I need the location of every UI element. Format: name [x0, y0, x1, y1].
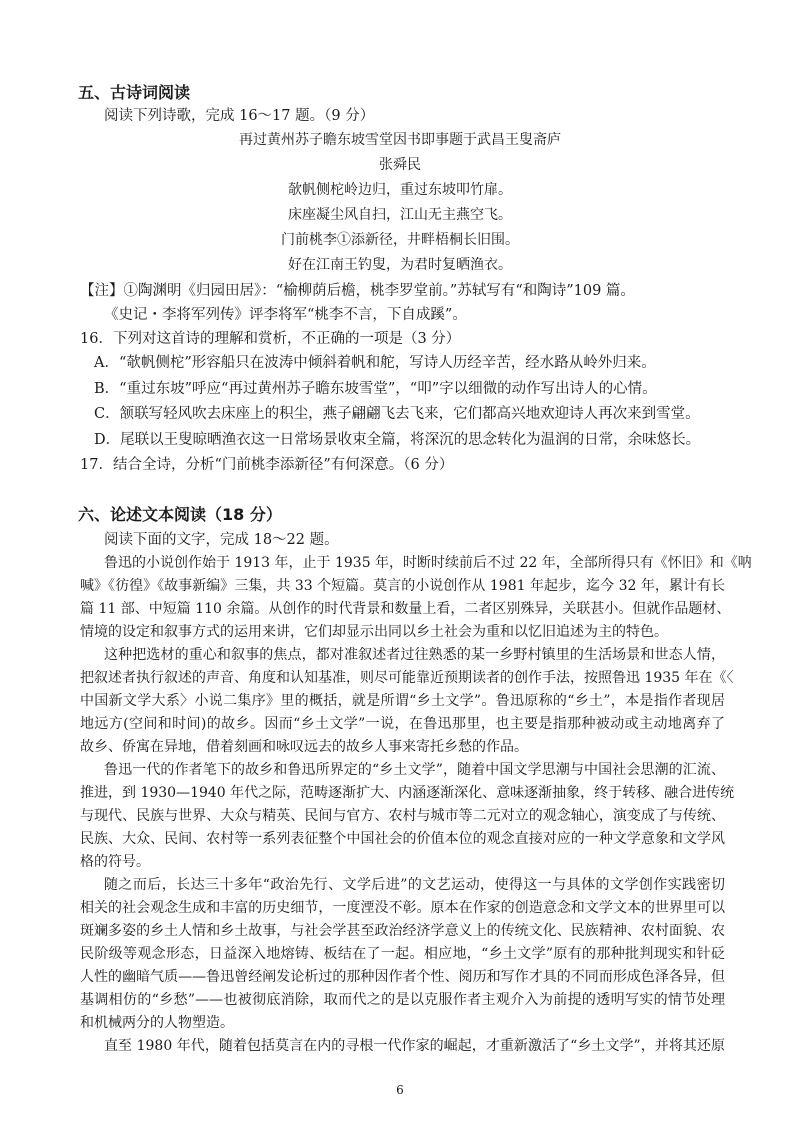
poem-note: 【注】①陶渊明《归园田居》：“榆柳荫后檐，桃李罗堂前。”苏轼写有“和陶诗”109 篇。	[80, 283, 635, 299]
passage-line: 民阶级等观念形态，日益深入地熔铸、板结在了一起。相应地，“乡土文学”原有的那种批判现实和针砭	[80, 946, 725, 962]
passage-line: 基调相仿的“乡愁”——也被彻底消除，取而代之的是以克服作者主观介入为前提的透明写实的情节处理	[80, 992, 725, 1008]
page-number: 6	[396, 1083, 404, 1097]
question-16-option: B．“重过东坡”呼应“再过黄州苏子瞻东坡雪堂”，“叩”字以细微的动作写出诗人的心情。	[94, 381, 657, 397]
section5-heading: 五、古诗词阅读	[78, 83, 191, 102]
poem-line: 门前桃李①添新径，井畔梧桐长旧围。	[281, 232, 519, 248]
section6-heading: 六、论述文本阅读（18 分）	[78, 505, 282, 524]
passage-line: 鲁迅的小说创作始于 1913 年，止于 1935 年，时断时续前后不过 22 年，全部所得只有《怀旧》和《呐	[104, 555, 752, 571]
poem-line: 好在江南王钓叟，为君时复晒渔衣。	[288, 257, 512, 273]
question-16-option: A．“欹帆侧柁”形容船只在波涛中倾斜着帆和舵，写诗人历经辛苦，经水路从岭外归来。	[94, 355, 656, 371]
passage-line: 篇 11 部、中短篇 110 余篇。从创作的时代背景和数量上看，二者区别殊异，关联甚小。但就作品题材、	[80, 601, 731, 617]
poem-line: 床座凝尘风自扫，江山无主燕空飞。	[288, 207, 512, 223]
passage-line: 和机械两分的人物塑造。	[80, 1015, 234, 1031]
passage-line: 中国新文学大系〉小说二集序》里的概括，就是所谓“乡土文学”。鲁迅原称的“乡土”，本是指作者现居	[80, 693, 725, 709]
passage-line: 民族、大众、民间、农村等一系列表征整个中国社会的价值本位的观念直接对应的一种文学意象和文学风	[80, 831, 725, 847]
question-17: 17．结合全诗，分析“门前桃李添新径”有何深意。（6 分）	[80, 457, 454, 473]
passage-line: 格的符号。	[80, 854, 150, 870]
passage-line: 人性的幽暗气质——鲁迅曾经阐发论析过的那种因作者个性、阅历和写作才具的不同而形成色泽各异，但	[80, 969, 725, 985]
passage-line: 直至 1980 年代，随着包括莫言在内的寻根一代作家的崛起，才重新激活了“乡土文学”，并将其还原	[104, 1038, 725, 1054]
passage-line: 情境的设定和叙事方式的运用来讲，它们却显示出同以乡土社会为重和以忆旧追述为主的特色。	[80, 624, 668, 640]
question-16-option: D．尾联以王叟晾晒渔衣这一日常场景收束全篇，将深沉的思念转化为温润的日常，余味悠长。	[94, 432, 701, 448]
passage-line: 鲁迅一代的作者笔下的故乡和鲁迅所界定的“乡土文学”，随着中国文学思潮与中国社会思潮的汇流、	[104, 762, 725, 778]
passage-line: 随之而后，长达三十多年“政治先行、文学后进”的文艺运动，使得这一与具体的文学创作实践密切	[104, 877, 725, 893]
passage-line: 故乡、侨寓在异地，借着刻画和咏叹远去的故乡人事来寄托乡愁的作品。	[80, 739, 528, 755]
poem-note: 《史记・李将军列传》评李将军“桃李不言，下自成蹊”。	[104, 307, 467, 323]
passage-line: 把叙述者执行叙述的声音、角度和认知基准，则尽可能靠近预期读者的创作手法，按照鲁迅 1935 年在《〈	[80, 670, 734, 686]
poem-line: 欹帆侧柁岭边归，重过东坡叩竹扉。	[288, 182, 512, 198]
passage-line: 地远方(空间和时间)的故乡。因而“乡土文学”一说，在鲁迅那里，也主要是指那种被动或主动地离弃了	[80, 716, 725, 732]
question-16-option: C．颔联写轻风吹去床座上的积尘，燕子翩翩飞去飞来，它们都高兴地欢迎诗人再次来到雪堂。	[94, 406, 700, 422]
question-16-stem: 16．下列对这首诗的理解和赏析，不正确的一项是（3 分）	[80, 331, 461, 347]
section5-instruction: 阅读下列诗歌，完成 16～17 题。（9 分）	[104, 108, 375, 124]
passage-line: 与现代、民族与世界、大众与精英、民间与官方、农村与城市等二元对立的观念轴心，演变成了与传统、	[80, 808, 725, 824]
passage-line: 相关的社会观念生成和丰富的历史细节，一度湮没不彰。原本在作家的创造意念和文学文本的世界里可以	[80, 900, 725, 916]
passage-line: 这种把选材的重心和叙事的焦点，都对准叙述者过往熟悉的某一乡野村镇里的生活场景和世态人情，	[104, 647, 725, 663]
passage-line: 喊》《彷徨》《故事新编》三集，共 33 个短篇。莫言的小说创作从 1981 年起步，迄今 32 年，累计有长	[80, 578, 725, 594]
section6-instruction: 阅读下面的文字，完成 18～22 题。	[104, 532, 339, 548]
passage-line: 斑斓多姿的乡土人情和乡土故事，与社会学甚至政治经济学意义上的传统文化、民族精神、农村面貌、农	[80, 923, 725, 939]
passage-line: 推进，到 1930—1940 年代之际，范畴逐渐扩大、内涵逐渐深化、意味逐渐抽象，终于转移、融合进传统	[80, 785, 735, 801]
poem-author: 张舜民	[379, 157, 421, 173]
poem-title: 再过黄州苏子瞻东坡雪堂因书即事题于武昌王叟斋庐	[239, 132, 561, 148]
